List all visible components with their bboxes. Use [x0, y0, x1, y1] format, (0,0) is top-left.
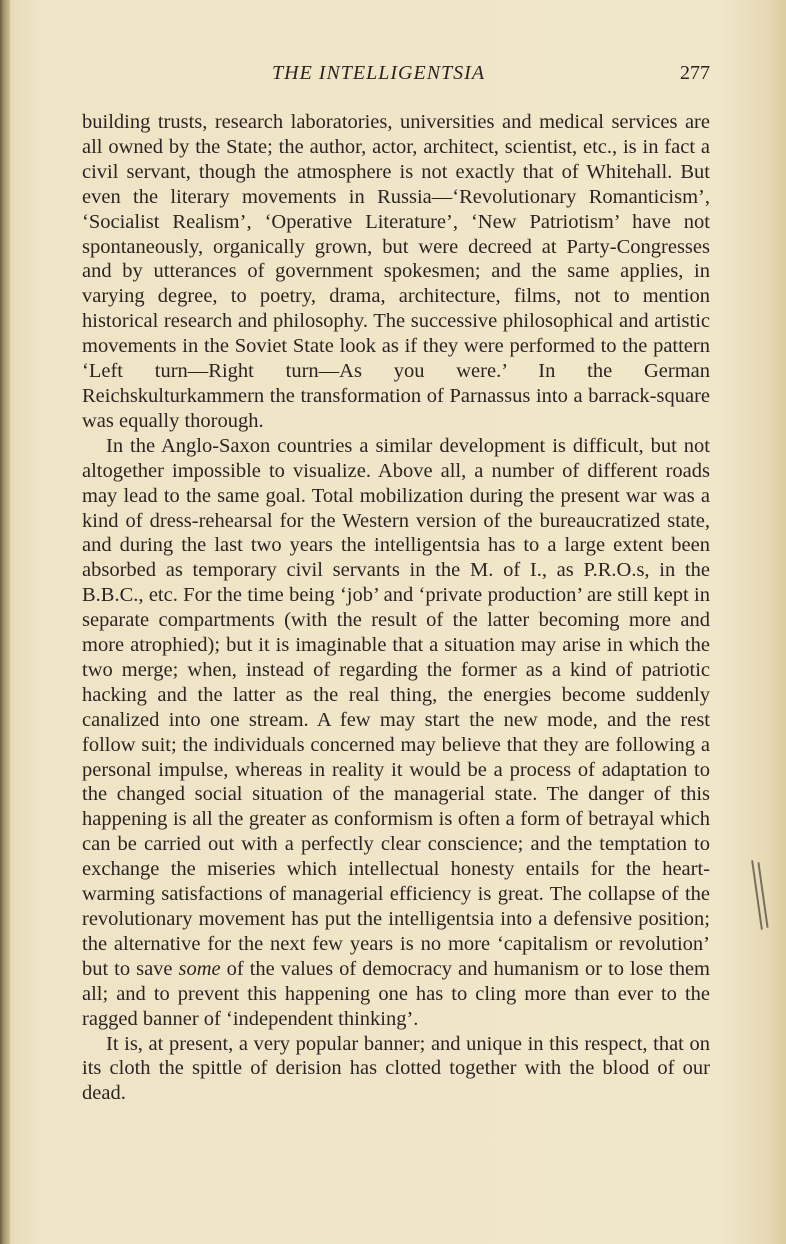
body-text [82, 110, 710, 1106]
paragraph-1: building trusts, research laboratories, universities and medical services are all owned by the State; the author, actor, architect, scientist, etc., is in fact a civil servant, though the atmosphere is not exactly that of Whitehall. But even the literary movements in Russia—‘Revolutionary Romanticism’, ‘Socialist Realism’, ‘Operative Literature’, ‘New Patriotism’ have not spontaneously, organically grown, but were decreed at Party-Congresses and by utterances of government spokesmen; and the same applies, in varying degree, to poetry, drama, architecture, films, not to mention historical research and philosophy. The successive philosophical and artistic movements in the Soviet State look as if they were performed to the pattern ‘Left turn—Right turn—As you were.’ In the German Reichskulturkammern the transformation of Parnassus into a barrack-square was equally thorough. [82, 111, 710, 432]
paragraph-2-text: In the Anglo-Saxon countries a similar development is difficult, but not altogether impossible to visualize. Above all, a number of different roads may lead to the same goal. Total mobilization during the present war was a kind of dress-rehearsal for the Western version of the bureaucratized state, and during the last two years the intelligentsia has to a large extent been absorbed as temporary civil servants in the M. of I., as P.R.O.s, in the B.B.C., etc. For the time being ‘job’ and ‘private production’ are still kept in separate compartments (with the result of the latter becoming more and more atrophied); but it is imaginable that a situation may arise in which the two merge; when, instead of regarding the former as a kind of patriotic hacking and the latter as the real thing, the energies become suddenly canalized into one stream. A few may start the new mode, and the rest follow suit; the individuals concerned may believe that they are following a personal impulse, whereas in reality it would be a process of adaptation to the changed social situation of the managerial state. The danger of this happening is all the greater as conformism is often a form of betrayal which can be carried out with a perfectly clear conscience; and the temptation to exchange the miseries which intellectual honesty entails for the heart-warming satisfactions of managerial efficiency is great. The collapse of the revolutionary movement has put the intelligentsia into a defensive position; the alternative for the next few years is no more ‘capitalism or revolution’ but to save [82, 434, 710, 980]
emphasized-word: some [178, 957, 221, 980]
page-header [82, 62, 710, 92]
paragraph-2-text-continued: of the values of democracy and humanism or to lose them all; and to prevent this happening one has to cling more than ever to the ragged banner of ‘independent thinking’. [82, 957, 710, 1030]
page-number: 277 [680, 62, 710, 84]
running-title: THE INTELLIGENTSIA [272, 62, 486, 84]
paragraph-3: It is, at present, a very popular banner; and unique in this respect, that on its cloth the spittle of derision has clotted together with the blood of our dead. [82, 1032, 710, 1105]
paragraph-2 [82, 434, 710, 1032]
binding-gutter [0, 0, 10, 1244]
